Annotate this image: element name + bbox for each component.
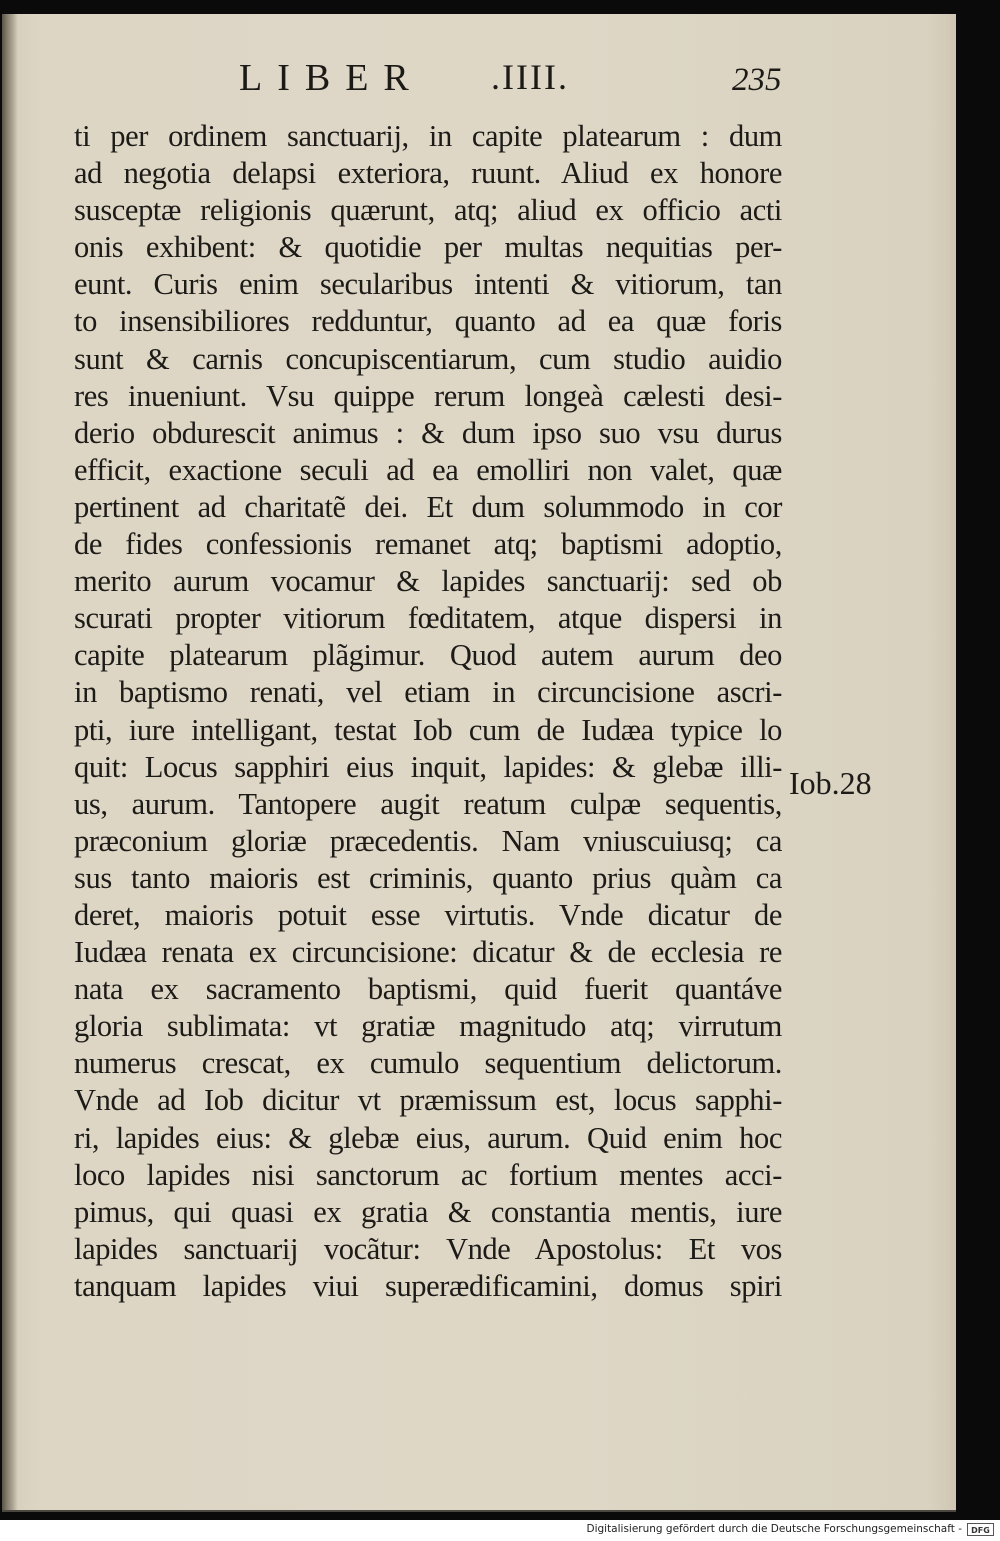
gutter-shadow [2, 14, 18, 1510]
text-line: derio obdurescit animus : & dum ipso suo vsu durus [74, 415, 782, 450]
text-line: de fides confessionis remanet atq; baptismi adoptio, [74, 527, 782, 562]
book-page [2, 14, 956, 1512]
text-line: ti per ordinem sanctuarij, in capite platearum : dum [74, 119, 782, 153]
text-line: susceptæ religionis quærunt, atq; aliud ex officio acti [74, 193, 782, 228]
text-line: Vnde ad Iob dicitur vt præmissum est, locus sapphi- [74, 1083, 782, 1118]
text-line: capite platearum plãgimur. Quod autem aurum deo [74, 638, 782, 673]
text-line: res inueniunt. Vsu quippe rerum longeà cælesti desi- [74, 378, 782, 413]
text-line: præconium gloriæ præcedentis. Nam vniuscuiusq; ca [74, 823, 782, 858]
text-line: ad negotia delapsi exteriora, ruunt. Aliud ex honore [74, 156, 782, 191]
text-line: tanquam lapides viui superædificamini, domus spiri [74, 1268, 782, 1303]
text-line: pertinent ad charitatẽ dei. Et dum solummodo in cor [74, 489, 782, 524]
text-line: pti, iure intelligant, testat Iob cum de Iudæa typice lo [74, 712, 782, 747]
footer-bar [0, 1520, 1000, 1541]
text-line: us, aurum. Tantopere augit reatum culpæ sequentis, [74, 786, 782, 821]
text-line: lapides sanctuarij vocãtur: Vnde Apostolus: Et vos [74, 1231, 782, 1266]
body-text [74, 118, 782, 1305]
text-line: quit: Locus sapphiri eius inquit, lapides: & glebæ illi- [74, 749, 782, 784]
text-line: sus tanto maioris est criminis, quanto prius quàm ca [74, 860, 782, 895]
text-line: pimus, qui quasi ex gratia & constantia mentis, iure [74, 1194, 782, 1229]
text-line: in baptismo renati, vel etiam in circuncisione ascri- [74, 675, 782, 710]
book-number: .IIII. [491, 57, 569, 97]
margin-note: Iob.28 [789, 765, 872, 801]
text-line: gloria sublimata: vt gratiæ magnitudo atq; virrutum [74, 1009, 782, 1044]
text-line: efficit, exactione seculi ad ea emolliri non valet, quæ [74, 452, 782, 487]
text-line: merito aurum vocamur & lapides sanctuarij: sed ob [74, 564, 782, 599]
text-line: numerus crescat, ex cumulo sequentium delictorum. [74, 1046, 782, 1081]
text-line: nata ex sacramento baptismi, quid fuerit quantáve [74, 972, 782, 1007]
text-line: to insensibiliores redduntur, quanto ad ea quæ foris [74, 304, 782, 339]
text-line: ri, lapides eius: & glebæ eius, aurum. Quid enim hoc [74, 1120, 782, 1155]
text-line: loco lapides nisi sanctorum ac fortium mentes acci- [74, 1157, 782, 1192]
funding-credit: Digitalisierung gefördert durch die Deutsche Forschungsgemeinschaft - [586, 1523, 962, 1535]
folio-number: 235 [732, 62, 782, 98]
text-line: onis exhibent: & quotidie per multas nequitias per- [74, 230, 782, 265]
dfg-logo-icon: DFG [967, 1523, 994, 1536]
text-line: Iudæa renata ex circuncisione: dicatur & de ecclesia re [74, 935, 782, 970]
text-line: scurati propter vitiorum fœditatem, atque dispersi in [74, 601, 782, 636]
text-line: sunt & carnis concupiscentiarum, cum studio auidio [74, 341, 782, 376]
text-line: eunt. Curis enim secularibus intenti & vitiorum, tan [74, 267, 782, 302]
running-head-title: LIBER [239, 57, 424, 99]
running-head [2, 56, 956, 99]
text-line: deret, maioris potuit esse virtutis. Vnde dicatur de [74, 897, 782, 932]
